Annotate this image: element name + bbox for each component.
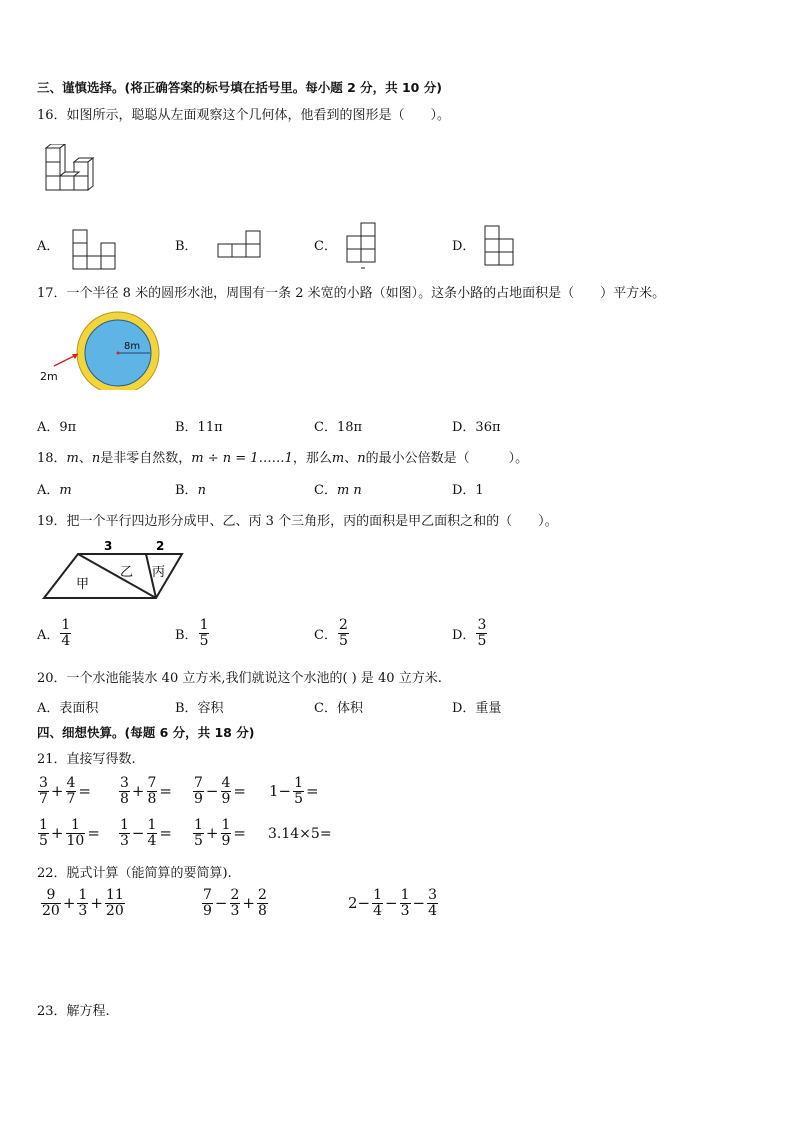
q18-text1: 是非零自然数， xyxy=(100,451,192,466)
q16-option-c-figure xyxy=(345,221,377,271)
q20-option-a[interactable]: A．表面积 xyxy=(37,701,99,716)
q19-option-d[interactable]: D． $\frac{3}{5}$ xyxy=(452,617,487,649)
q19-option-a[interactable]: A． $\frac{1}{4}$ xyxy=(37,617,71,649)
q21-item-8: 3.14×5 = xyxy=(268,826,332,842)
q16-option-a[interactable]: A． xyxy=(37,239,60,254)
q18-option-b[interactable]: B．n xyxy=(175,483,206,498)
q19-option-b[interactable]: B． $\frac{1}{5}$ xyxy=(175,617,209,649)
q18-option-d[interactable]: D．1 xyxy=(452,483,484,498)
question-23-stem: 23．解方程. xyxy=(37,1004,110,1019)
q19-region-jia: 甲 xyxy=(76,577,90,592)
q21-item-6: $\frac{1}{3}$ − $\frac{1}{4}$ = xyxy=(120,817,172,849)
q21-item-4: 1− $\frac{1}{5}$ = xyxy=(269,775,319,807)
q18-option-c[interactable]: C．m n xyxy=(314,483,362,498)
question-21-stem: 21．直接写得数. xyxy=(37,752,136,767)
q19-top-label-3: 3 xyxy=(104,539,113,553)
q18-var-n2: n xyxy=(357,451,366,466)
q18-option-a[interactable]: A．m xyxy=(37,483,72,498)
question-19-stem: 19．把一个平行四边形分成甲、乙、丙 3 个三角形，丙的面积是甲乙面积之和的（ ）。 xyxy=(37,514,558,529)
q17-path-label: 2m xyxy=(40,370,58,383)
q16-option-d-figure xyxy=(483,224,515,270)
q18-var-m: m xyxy=(66,451,79,466)
q21-item-7: $\frac{1}{5}$ + $\frac{1}{9}$ = xyxy=(194,817,246,849)
q19-option-b-fraction: $\frac{1}{5}$ xyxy=(199,617,209,649)
q19-region-bing: 丙 xyxy=(152,565,166,580)
q21-item-3: $\frac{7}{9}$ − $\frac{4}{9}$ = xyxy=(194,775,246,807)
q18-text3: 的最小公倍数是（ ）。 xyxy=(365,451,529,466)
q19-option-c[interactable]: C． $\frac{2}{5}$ xyxy=(314,617,348,649)
question-17-stem: 17．一个半径 8 米的圆形水池，周围有一条 2 米宽的小路（如图）。这条小路的占地面积是（ ）平方米。 xyxy=(37,286,666,301)
q19-option-a-fraction: $\frac{1}{4}$ xyxy=(61,617,71,649)
q20-option-c[interactable]: C．体积 xyxy=(314,701,363,716)
q18-option-c-value: m n xyxy=(336,483,362,498)
section-3-title: 三、谨慎选择。(将正确答案的标号填在括号里。每小题 2 分，共 10 分) xyxy=(37,80,442,95)
q22-item-3: 2− $\frac{1}{4}$ − $\frac{1}{3}$ − $\frac{3}{4}$ xyxy=(348,887,438,919)
question-22-stem: 22．脱式计算（能简算的要简算). xyxy=(37,866,232,881)
q16-option-b[interactable]: B． xyxy=(175,239,198,254)
q18-expression: m ÷ n = 1……1 xyxy=(191,451,293,466)
q19-parallelogram-figure xyxy=(40,538,185,603)
q18-number: 18． xyxy=(37,451,67,466)
q21-item-5: $\frac{1}{5}$ + $\frac{1}{10}$ = xyxy=(39,817,100,849)
q22-item-2: $\frac{7}{9}$ − $\frac{2}{3}$ + $\frac{2}{8}$ xyxy=(203,887,267,919)
q16-option-b-figure xyxy=(217,229,261,259)
q21-item-2: $\frac{3}{8}$ + $\frac{7}{8}$ = xyxy=(120,775,172,807)
q19-option-d-fraction: $\frac{3}{5}$ xyxy=(477,617,487,649)
q16-solid-figure xyxy=(44,144,102,192)
q18-option-a-value: m xyxy=(59,483,72,498)
q17-option-b[interactable]: B．11π xyxy=(175,420,223,435)
q22-item-1: $\frac{9}{20}$ + $\frac{1}{3}$ + $\frac{11}{20}$ xyxy=(42,887,124,919)
q19-region-yi: 乙 xyxy=(120,565,134,580)
question-20-stem: 20．一个水池能装水 40 立方米,我们就说这个水池的( ) 是 40 立方米. xyxy=(37,671,442,686)
question-16-stem: 16．如图所示，聪聪从左面观察这个几何体，他看到的图形是（ ）。 xyxy=(37,108,451,123)
q20-option-b[interactable]: B．容积 xyxy=(175,701,224,716)
q17-option-a[interactable]: A．9π xyxy=(37,420,77,435)
q17-pond-figure xyxy=(38,308,166,390)
q18-var-n: n xyxy=(91,451,101,466)
q18-sep: 、 xyxy=(78,451,92,466)
q16-option-c[interactable]: C． xyxy=(314,239,337,254)
q19-option-c-fraction: $\frac{2}{5}$ xyxy=(338,617,348,649)
q18-sep2: 、 xyxy=(344,451,358,466)
q16-option-a-figure xyxy=(72,229,116,271)
section-4-title: 四、细想快算。(每题 6 分，共 18 分) xyxy=(37,725,255,740)
q21-item-1: $\frac{3}{7}$ + $\frac{4}{7}$ = xyxy=(39,775,91,807)
q18-text2: ，那么 xyxy=(292,451,332,466)
q17-radius-label: 8m xyxy=(124,341,141,352)
q20-option-d[interactable]: D．重量 xyxy=(452,701,502,716)
q19-top-label-2: 2 xyxy=(156,539,165,553)
q17-option-d[interactable]: D．36π xyxy=(452,420,501,435)
question-18-stem xyxy=(37,447,528,466)
q16-option-d[interactable]: D． xyxy=(452,239,476,254)
q17-option-c[interactable]: C．18π xyxy=(314,420,363,435)
q18-option-b-value: n xyxy=(197,483,206,498)
q18-var-m2: m xyxy=(331,451,345,466)
